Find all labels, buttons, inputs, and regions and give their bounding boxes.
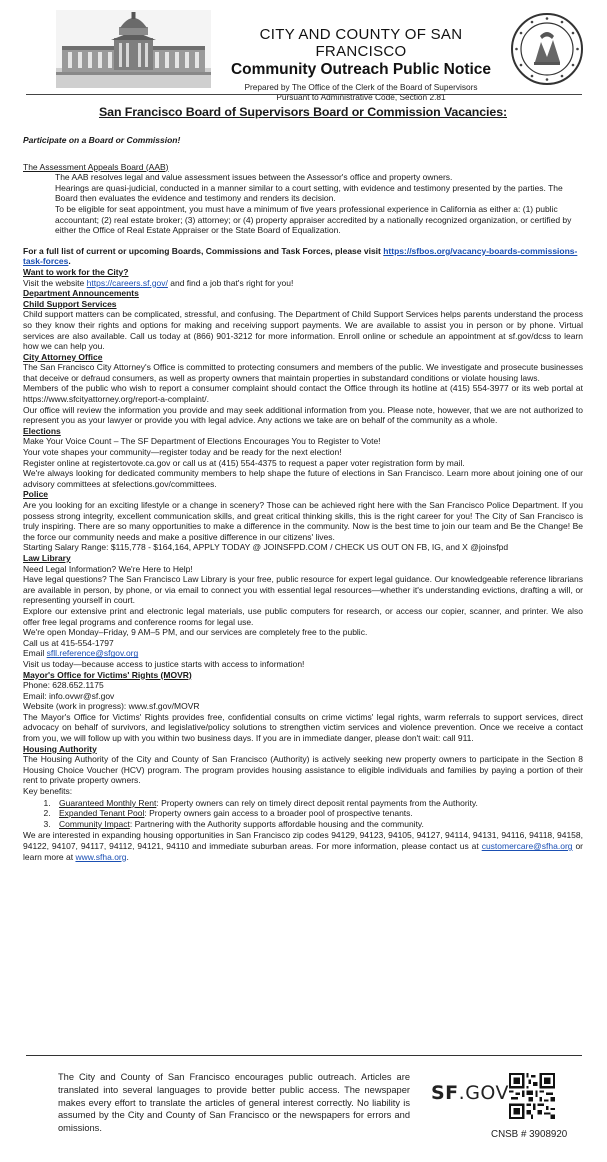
sf-gov-logo-bold: SF bbox=[431, 1082, 459, 1104]
law-library-line-1: Need Legal Information? We're Here to Help! bbox=[23, 563, 193, 574]
header-authority: Pursuant to Administrative Code, Section 2.81 bbox=[276, 92, 446, 102]
benefit-title: Expanded Tenant Pool bbox=[59, 808, 145, 819]
list-item bbox=[53, 819, 583, 830]
footer-disclaimer: The City and County of San Francisco encourages public outreach. Articles are translated into several languages to provide better public access. The newspaper makes every effort to translate the articles of general interest correctly. No liability is assumed by the City and County of San Francisco or the newspapers for errors and omissions. bbox=[58, 1072, 410, 1134]
law-library-hours: We're open Monday–Friday, 9 AM–5 PM, and our services are completely free to the public. bbox=[23, 627, 368, 638]
movr-email: Email: info.ovwr@sf.gov bbox=[23, 690, 115, 701]
child-support-heading: Child Support Services bbox=[23, 298, 117, 309]
law-library-line-6: Visit us today—because access to justice starts with access to information! bbox=[23, 658, 305, 669]
benefit-text: : Partnering with the Authority supports affordable housing and the community. bbox=[129, 818, 424, 829]
police-heading: Police bbox=[23, 489, 49, 500]
movr-heading: Mayor's Office for Victims' Rights (MOVR) bbox=[23, 669, 192, 680]
header-divider bbox=[26, 94, 582, 95]
work-line bbox=[23, 278, 583, 289]
housing-email-link[interactable]: customercare@sfha.org bbox=[481, 841, 573, 851]
header-city-name: CITY AND COUNTY OF SAN FRANCISCO bbox=[259, 26, 463, 60]
benefit-title: Guaranteed Monthly Rent bbox=[59, 797, 157, 808]
full-list-text: For a full list of current or upcoming Boards, Commissions and Task Forces, please visit bbox=[23, 245, 384, 256]
housing-body: The Housing Authority of the City and County of San Francisco (Authority) is actively seeking new property owners to participate in the Section 8 Housing Choice Voucher (HCV) program. The program provides housing assistance to eligible individuals and families by paying a portion of their rent to private property owners. bbox=[23, 754, 583, 786]
header-prepared-by: Prepared by The Office of the Clerk of the Board of Supervisors bbox=[244, 82, 478, 92]
child-support-body: Child support matters can be complicated, stressful, and confusing. The Department of Child Support Services helps parents understand the process so they know their rights and options for making and receiving support payments. We are available to assist you in person or by phone. Virtual services are also available. Call us today at (866) 901-3212 for more information. Enroll online or schedule an appointment at sf.gov/dcss to learn how we can help you. bbox=[23, 309, 583, 352]
movr-phone: Phone: 628.652.1175 bbox=[23, 680, 104, 691]
list-item bbox=[53, 798, 583, 809]
law-library-line-3: Explore our extensive print and electronic legal materials, use public computers for research, or access our copier, scanner, and printer. We also offer free legal programs and conference rooms for legal use. bbox=[23, 605, 583, 627]
aab-paragraph-3: To be eligible for seat appointment, you must have a minimum of five years professional experience in California as either a: (1) public accountant; (2) real estate broker; (3) attorney; or (4) property appraiser accredited by a nationally recognized organization, or certified by either the Office of Real Estate Appraiser or the State Board of Equalization. bbox=[55, 203, 572, 236]
housing-closing-end: . bbox=[126, 851, 129, 862]
list-item bbox=[53, 808, 583, 819]
vacancies-link[interactable]: https://sfbos.org/vacancy-boards-commissions-task-forces bbox=[23, 245, 578, 267]
benefit-text: : Property owners gain access to a broader pool of prospective tenants. bbox=[144, 808, 413, 819]
footer-divider bbox=[26, 1055, 582, 1056]
housing-benefits-list bbox=[23, 798, 583, 830]
housing-closing bbox=[23, 830, 583, 862]
work-pre: Visit the website bbox=[23, 277, 87, 288]
aab-paragraph-1: The AAB resolves legal and value assessment issues between the Assessor's office and property owners. bbox=[55, 172, 453, 183]
qr-code-icon bbox=[509, 1073, 555, 1119]
housing-closing-pre: We are interested in expanding housing opportunities in San Francisco zip codes 94129, 94123, 94105, 94127, 94114, 94131, 94116, 94118, 94158, 94122, 94107, 94117, 94112, 94121, 94110 and immediate suburban areas. For more information, please contact us at bbox=[23, 830, 583, 851]
aab-paragraph-2: Hearings are quasi-judicial, conducted in a manner similar to a court setting, with evidence and testimony presented by the parties. The Board then evaluates the evidence and testimony and renders its decision. bbox=[55, 182, 563, 204]
full-list-notice bbox=[23, 246, 583, 267]
elections-heading: Elections bbox=[23, 425, 61, 436]
housing-website-link[interactable]: www.sfha.org bbox=[75, 851, 127, 862]
elections-line-3: Register online at registertovote.ca.gov or call us at (415) 554-4375 to request a paper voter registration form by mail. bbox=[23, 457, 465, 468]
law-library-email-pre: Email bbox=[23, 648, 47, 659]
police-body: Are you looking for an exciting lifestyle or a change in scenery? Those can be achieved right here with the San Francisco Police Department. If you possess strong integrity, excellent communication skills, and great critical thinking skills, this is the right career for you! The City of San Francisco is truly inspiring. There are so many opportunities to make a difference in the community. Now is the best time to join our team and Be the Change! Be the force our community needs and make a positive difference in our citizens' lives. bbox=[23, 500, 583, 542]
notice-header bbox=[26, 8, 582, 102]
law-library-line-2: Have legal questions? The San Francisco Law Library is your free, public resource for expert legal guidance. Our knowledgeable reference librarians are available in person, by phone, or via email to connect you with essential legal resources—whether it's understanding evictions, drafting a will, or representing yourself in court. bbox=[23, 574, 583, 606]
work-heading: Want to work for the City? bbox=[23, 266, 129, 277]
city-attorney-p3: Our office will review the information you provide and may seek additional information from you. Please note, however, that we are not authorized to represent you as your lawyer or provide you with legal advice. Any actions we take are on behalf of the community as a whole. bbox=[23, 404, 583, 426]
work-post: and find a job that's right for you! bbox=[167, 277, 294, 288]
city-attorney-heading: City Attorney Office bbox=[23, 351, 103, 362]
elections-line-4: We're always looking for dedicated community members to help shape the future of elections in San Francisco. Learn more about joining one of our advisory committees at sfelections.gov/committees. bbox=[23, 468, 583, 489]
page-title: San Francisco Board of Supervisors Board or Commission Vacancies: bbox=[98, 105, 508, 119]
notice-content bbox=[23, 135, 583, 862]
city-attorney-p1: The San Francisco City Attorney's Office is committed to protecting consumers and members of the public. We investigate and prosecute businesses that deceive or defraud consumers, as well as property owners that maintain properties in substandard conditions or violate housing laws. bbox=[23, 362, 583, 383]
benefit-text: : Property owners can rely on timely direct deposit rental payments from the Authority. bbox=[156, 797, 478, 808]
movr-website: Website (work in progress): www.sf.gov/MOVR bbox=[23, 701, 200, 712]
city-seal-icon bbox=[510, 12, 584, 86]
law-library-email-line bbox=[23, 648, 583, 659]
law-library-email-link[interactable]: sfll.reference@sfgov.org bbox=[46, 648, 139, 659]
law-library-phone: Call us at 415-554-1797 bbox=[23, 637, 114, 648]
housing-key-benefits: Key benefits: bbox=[23, 786, 73, 797]
header-notice-type: Community Outreach Public Notice bbox=[230, 61, 492, 78]
header-title-block bbox=[216, 26, 506, 102]
elections-line-1: Make Your Voice Count – The SF Department of Elections Encourages You to Register to Vote! bbox=[23, 436, 381, 447]
notice-body bbox=[23, 97, 583, 862]
aab-heading: The Assessment Appeals Board (AAB) bbox=[23, 161, 169, 172]
sf-gov-logo bbox=[431, 1082, 509, 1104]
dept-announcements-heading: Department Announcements bbox=[23, 288, 139, 299]
cnsb-number: CNSB # 3908920 bbox=[491, 1129, 568, 1140]
elections-line-2: Your vote shapes your community—register today and be ready for the next election! bbox=[23, 447, 342, 458]
full-list-end: . bbox=[68, 256, 71, 267]
housing-heading: Housing Authority bbox=[23, 743, 97, 754]
housing-closing-mid: or learn more at bbox=[23, 841, 583, 862]
police-salary: Starting Salary Range: $115,778 - $164,164, APPLY TODAY @ JOINSFPD.COM / CHECK US OUT ON FB, IG, and X @joinsfpd bbox=[23, 542, 509, 553]
careers-link[interactable]: https://careers.sf.gov/ bbox=[86, 277, 168, 288]
city-attorney-p2: Members of the public who wish to report a consumer complaint should contact the Office through its hotline at (415) 554-3977 or its web portal at https://www.sfcityattorney.org/report-a-complaint/. bbox=[23, 383, 583, 405]
sf-gov-logo-light: .GOV bbox=[458, 1082, 510, 1104]
movr-body: The Mayor's Office for Victims' Rights provides free, confidential consults on crime victims' legal rights, warm referrals to support services, direct advocacy on behalf of survivors, and legislative/policy solutions to strengthen victim services and violence prevention. Once we receive a contact from you, we will follow up with you within two business days. If you are in immediate danger, please don't wait: call 911. bbox=[23, 711, 583, 744]
law-library-heading: Law Library bbox=[23, 552, 71, 563]
city-hall-illustration bbox=[56, 10, 211, 88]
benefit-title: Community Impact bbox=[59, 818, 130, 829]
participate-callout: Participate on a Board or Commission! bbox=[23, 135, 181, 145]
